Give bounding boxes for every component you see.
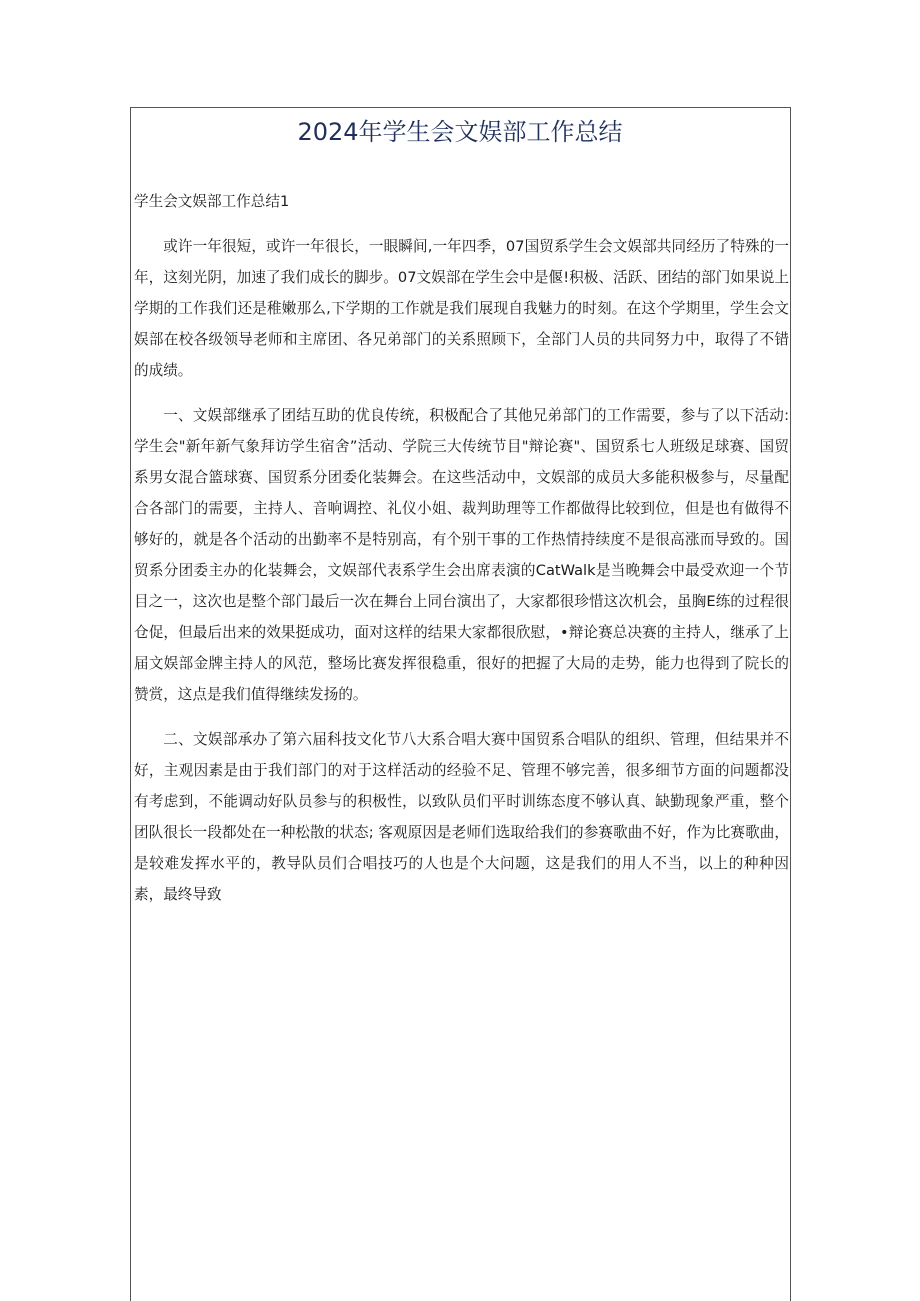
paragraph-intro: 或许一年很短，或许一年很长，一眼瞬间,一年四季，07国贸系学生会文娱部共同经历了特殊的一年，这刻光阴，加速了我们成长的脚步。07文娱部在学生会中是偃!积极、活跃、团结的部门如果说上学期的工作我们还是稚嫩那么,下学期的工作就是我们展现自我魅力的时刻。在这个学期里，学生会文娱部在校各级领导老师和主席团、各兄弟部门的关系照顾下，全部门人员的共同努力中，取得了不错的成绩。 [134, 238, 789, 379]
document-title: 2024年学生会文娱部工作总结 [297, 118, 623, 146]
paragraph-one: 一、文娱部继承了团结互助的优良传统，积极配合了其他兄弟部门的工作需要，参与了以下活动:学生会"新年新气象拜访学生宿舍”活动、学院三大传统节目"辩论赛"、国贸系七人班级足球赛、国贸系男女混合篮球赛、国贸系分团委化装舞会。在这些活动中，文娱部的成员大多能积极参与，尽量配合各部门的需要，主持人、音响调控、礼仪小姐、裁判助理等工作都做得比较到位，但是也有做得不够好的，就是各个活动的出勤率不是特别高，有个别干事的工作热情持续度不是很高涨而导致的。国贸系分团委主办的化装舞会，文娱部代表系学生会出席表演的CatWalk是当晚舞会中最受欢迎一个节目之一，这次也是整个部门最后一次在舞台上同台演出了，大家都很珍惜这次机会，虽胸E练的过程很仓促，但最后出来的效果挺成功，面对这样的结果大家都很欣慰，•辩论赛总决赛的主持人，继承了上届文娱部金牌主持人的风范，整场比赛发挥很稳重，很好的把握了大局的走势，能力也得到了院长的赞赏，这点是我们值得继续发扬的。 [134, 407, 789, 703]
section-heading: 学生会文娱部工作总结1 [134, 193, 290, 210]
paragraph-two: 二、文娱部承办了第六届科技文化节八大系合唱大赛中国贸系合唱队的组织、管理，但结果并不好，主观因素是由于我们部门的对于这样活动的经验不足、管理不够完善，很多细节方面的问题都没有考虑到，不能调动好队员参与的积极性，以致队员们平时训练态度不够认真、缺勤现象严重，整个团队很长一段都处在一种松散的状态; 客观原因是老师们选取给我们的参赛歌曲不好，作为比赛歌曲，是较难发挥水平的，教导队员们合唱技巧的人也是个大问题，这是我们的用人不当，以上的种种因素，最终导致 [134, 731, 789, 903]
document-body [134, 186, 789, 924]
